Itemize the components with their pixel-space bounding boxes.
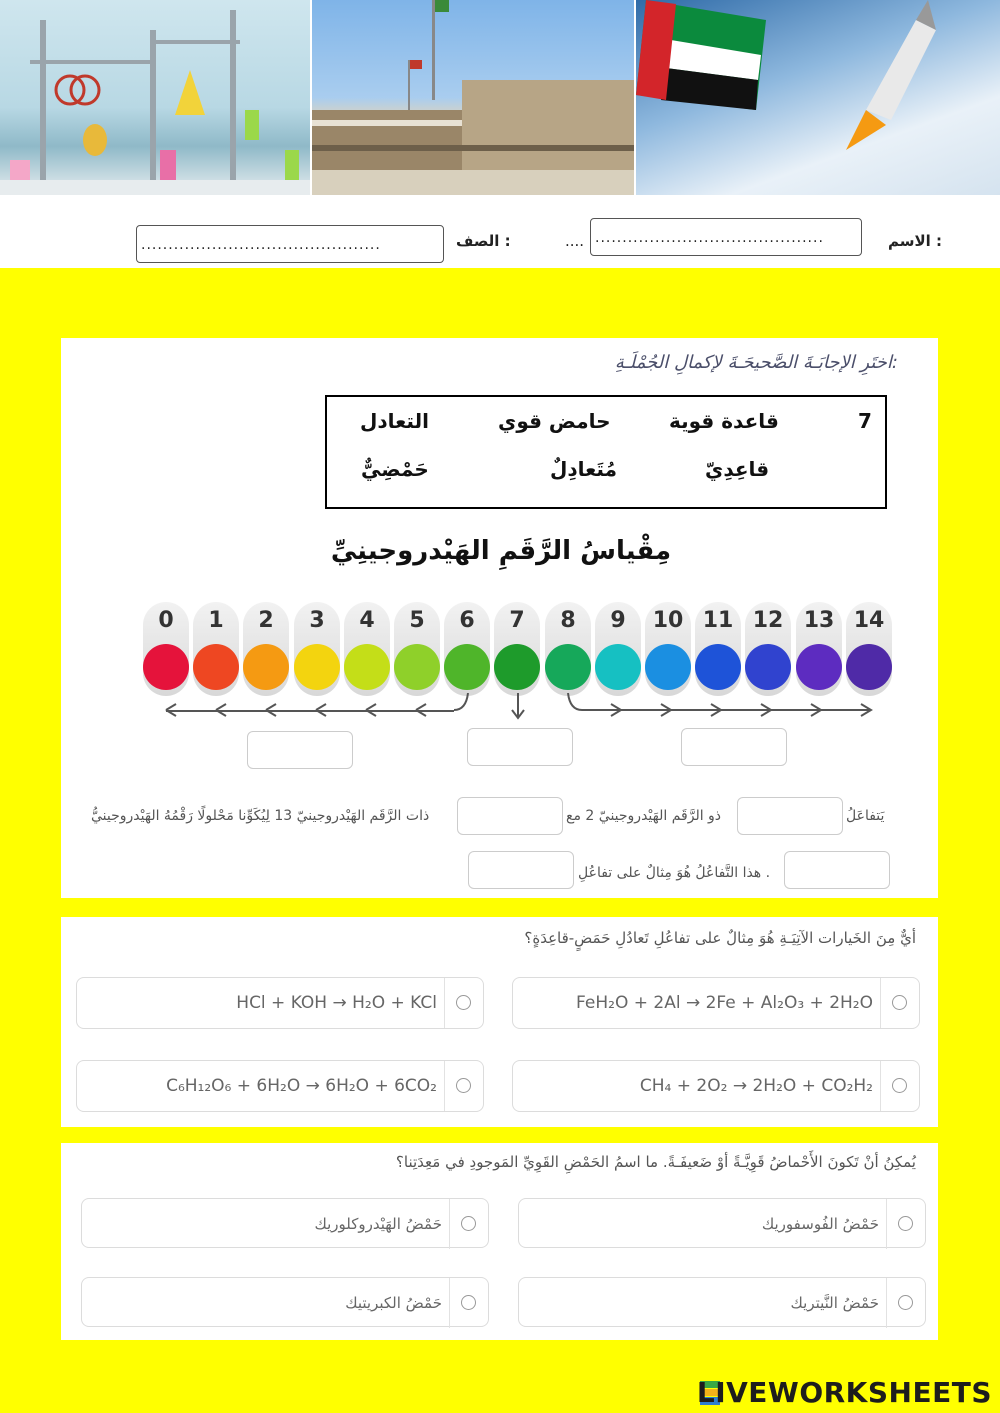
radio-button[interactable]	[886, 1278, 925, 1328]
brand-name: LIVEWORKSHEETS	[696, 1376, 992, 1409]
ph-value-label: 2	[258, 608, 274, 633]
ph-color-dot	[143, 644, 189, 690]
answer-option[interactable]	[512, 1060, 920, 1112]
word-bank-item: مُتَعادِلٌ	[550, 457, 617, 481]
ph-value-label: 13	[803, 608, 835, 633]
answer-option[interactable]	[518, 1277, 926, 1327]
ph-color-dot	[193, 644, 239, 690]
word-bank	[325, 395, 887, 509]
ph-value-label: 5	[409, 608, 425, 633]
ph-color-dot	[796, 644, 842, 690]
word-bank-item: قاعِدِيّ	[705, 457, 770, 481]
question-number: 7	[858, 409, 872, 433]
lab-equipment-image	[0, 0, 310, 195]
acidic-answer-box[interactable]	[247, 731, 353, 769]
ph-value-label: 10	[652, 608, 684, 633]
radio-button[interactable]	[444, 978, 483, 1028]
ph-value-label: 11	[702, 608, 734, 633]
answer-option[interactable]	[76, 977, 484, 1029]
ph-color-dot	[243, 644, 289, 690]
option-text: C₆H₁₂O₆ + 6H₂O → 6H₂O + 6CO₂	[166, 1076, 437, 1096]
ph-color-dot	[344, 644, 390, 690]
instruction-text: اختَرِ الإجابَـةَ الصَّحيحَـةَ لإكمالِ الجُمْلَـةِ:	[614, 352, 898, 373]
option-text: حَمْضُ الهَيْدروكلوريك	[314, 1215, 442, 1233]
name-label: الاسم :	[888, 232, 943, 250]
student-info-bar	[0, 205, 1000, 268]
ph-value-label: 4	[359, 608, 375, 633]
class-label: الصف :	[456, 232, 511, 250]
option-text: حَمْضُ الفُوسفوريك	[761, 1215, 879, 1233]
sentence-part-4: . هذا التَّفاعُلُ هُوَ مِثالٌ على تفاعُلِ	[578, 865, 771, 881]
name-trail-dots: ....	[565, 232, 585, 250]
ph-color-dot	[294, 644, 340, 690]
fill-in-panel	[61, 338, 938, 898]
word-bank-item: قاعدة قوية	[669, 409, 779, 433]
reactant-1-box[interactable]	[737, 797, 843, 835]
ph-value-label: 6	[459, 608, 475, 633]
option-text: حَمْضُ النَّيتريك	[790, 1294, 879, 1312]
question-3-text: يُمكِنُ أنْ تَكونَ الأَحْماضُ قَوِيَّـةً أوْ ضَعيفَـةً. ما اسمُ الحَمْضِ القَوِيِّ المَوجودِ في مَعِدَتِنا؟	[395, 1153, 916, 1171]
option-text: FeH₂O + 2Al → 2Fe + Al₂O₃ + 2H₂O	[576, 993, 873, 1013]
answer-option[interactable]	[76, 1060, 484, 1112]
ph-color-dot	[394, 644, 440, 690]
ph-value-label: 9	[610, 608, 626, 633]
option-text: CH₄ + 2O₂ → 2H₂O + CO₂H₂	[639, 1076, 873, 1096]
radio-button[interactable]	[886, 1199, 925, 1249]
word-bank-item: حامض قوي	[498, 409, 611, 433]
question-2-text: أيٌّ مِنَ الخَيارات الآتِيَـةِ هُوَ مِثالٌ على تفاعُلِ تَعادُلِ حَمَضٍ-قاعِدَةٍ؟	[524, 929, 916, 947]
option-text: HCl + KOH → H₂O + KCl	[236, 993, 437, 1013]
reaction-type-box[interactable]	[468, 851, 574, 889]
ph-color-dot	[846, 644, 892, 690]
question-2-panel	[61, 917, 938, 1127]
product-ph-box[interactable]	[784, 851, 890, 889]
name-field[interactable]: ..........................................	[590, 218, 862, 256]
sentence-part-2: ذو الرَّقَم الهَيْدروجينيّ 2 مع	[566, 808, 722, 824]
word-bank-item: حَمْضِيٌّ	[361, 457, 429, 481]
ph-color-dot	[745, 644, 791, 690]
basic-answer-box[interactable]	[681, 728, 787, 766]
ph-color-dot	[444, 644, 490, 690]
question-3-panel	[61, 1143, 938, 1340]
ph-color-dot	[695, 644, 741, 690]
radio-button[interactable]	[880, 1061, 919, 1111]
answer-option[interactable]	[81, 1277, 489, 1327]
ph-arrows-graphic	[161, 693, 881, 733]
ph-value-label: 1	[208, 608, 224, 633]
reactant-2-box[interactable]	[457, 797, 563, 835]
answer-option[interactable]	[518, 1198, 926, 1248]
radio-button[interactable]	[880, 978, 919, 1028]
sentence-part-3: ذات الرَّقَم الهَيْدروجينيّ 13 لِيُكَوِّنا مَحْلولًا رَقْمُهُ الهَيْدروجينيُّ	[91, 808, 430, 824]
school-building-image	[312, 0, 634, 195]
radio-button[interactable]	[449, 1278, 488, 1328]
ph-value-label: 3	[309, 608, 325, 633]
sentence-part-1: يَتفاعَلُ	[846, 808, 885, 824]
ph-color-dot	[645, 644, 691, 690]
ph-value-label: 14	[853, 608, 885, 633]
word-bank-item: التعادل	[360, 409, 429, 433]
header-banner	[0, 0, 1000, 205]
option-text: حَمْضُ الكبريتيك	[345, 1294, 442, 1312]
answer-option[interactable]	[512, 977, 920, 1029]
answer-option[interactable]	[81, 1198, 489, 1248]
ph-value-label: 7	[509, 608, 525, 633]
ph-color-dot	[595, 644, 641, 690]
ph-value-label: 0	[158, 608, 174, 633]
neutral-answer-box[interactable]	[467, 728, 573, 766]
ph-color-dot	[545, 644, 591, 690]
radio-button[interactable]	[444, 1061, 483, 1111]
ph-color-dot	[494, 644, 540, 690]
radio-button[interactable]	[449, 1199, 488, 1249]
ph-value-label: 8	[560, 608, 576, 633]
ph-value-label: 12	[752, 608, 784, 633]
uae-flag-rocket-image	[636, 0, 1000, 195]
class-field[interactable]: ............................................	[136, 225, 444, 263]
ph-scale-title: مِقْياسُ الرَّقَمِ الهَيْدروجينِيِّ	[330, 536, 672, 566]
